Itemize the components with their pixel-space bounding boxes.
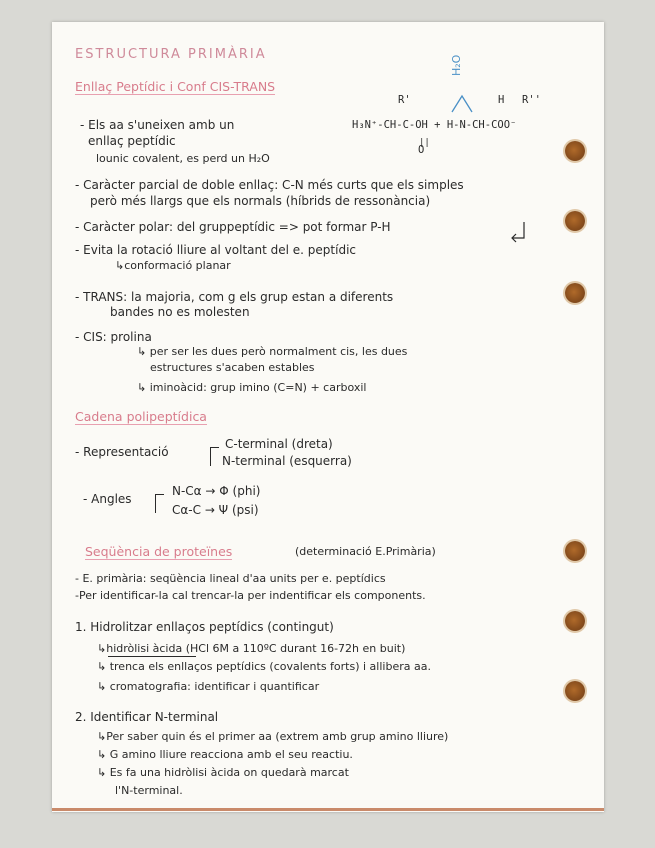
section-note: (determinació E.Primària) bbox=[295, 545, 436, 558]
note-line: - Els aa s'uneixen amb un bbox=[80, 118, 235, 132]
page-title: ESTRUCTURA PRIMÀRIA bbox=[75, 47, 267, 62]
representation-item: C-terminal (dreta) bbox=[225, 437, 333, 451]
angle-item: Cα-C → Ψ (psi) bbox=[172, 503, 259, 517]
binder-hole-icon bbox=[565, 611, 585, 631]
note-line: l'N-terminal. bbox=[115, 784, 183, 797]
chem-h: H bbox=[498, 94, 505, 106]
page-bottom-edge bbox=[52, 808, 604, 811]
angle-item: N-Cα → Φ (phi) bbox=[172, 484, 261, 498]
section-heading-protein-sequence: Seqüència de proteïnes bbox=[85, 544, 233, 559]
note-line: -Per identificar-la cal trencar-la per indentificar els components. bbox=[75, 589, 426, 602]
note-line: lounic covalent, es perd un H₂O bbox=[96, 152, 270, 165]
chem-water-arrow-icon bbox=[448, 92, 478, 116]
bracket-icon bbox=[155, 494, 164, 513]
binder-hole-icon bbox=[565, 283, 585, 303]
note-line: - E. primària: seqüència lineal d'aa units per e. peptídics bbox=[75, 572, 386, 585]
representation-label: - Representació bbox=[75, 445, 169, 459]
binder-hole-icon bbox=[565, 141, 585, 161]
note-line: enllaç peptídic bbox=[88, 134, 176, 148]
binder-hole-icon bbox=[565, 541, 585, 561]
step-heading: 1. Hidrolitzar enllaços peptídics (contingut) bbox=[75, 620, 334, 634]
angles-label: - Angles bbox=[83, 492, 132, 506]
chem-r-double: R'' bbox=[522, 94, 541, 106]
note-line: ↳conformació planar bbox=[115, 259, 231, 272]
note-line: - Caràcter parcial de doble enllaç: C-N més curts que els simples bbox=[75, 178, 464, 192]
note-line: però més llargs que els normals (híbrids de ressonància) bbox=[90, 194, 431, 208]
chem-r-prime: R' bbox=[398, 94, 411, 106]
chem-reaction: H₃N⁺-CH-C-OH + H-N-CH-COO⁻ bbox=[352, 119, 517, 131]
note-line: ↳hidròlisi àcida (HCl 6M a 110ºC durant 16-72h en buit) bbox=[97, 642, 406, 655]
note-line: ↳ cromatografia: identificar i quantificar bbox=[97, 680, 320, 693]
note-line: - Caràcter polar: del gruppeptídic => pot formar P-H bbox=[75, 220, 391, 234]
chem-h2o-label: H₂O bbox=[450, 54, 463, 76]
binder-hole-icon bbox=[565, 681, 585, 701]
chem-double-bond-icon: || bbox=[419, 138, 430, 148]
note-line: bandes no es molesten bbox=[110, 305, 250, 319]
note-line: estructures s'acaben estables bbox=[150, 361, 315, 374]
note-line: ↳ G amino lliure reacciona amb el seu reactiu. bbox=[97, 748, 353, 761]
note-line: ↳ Es fa una hidròlisi àcida on quedarà marcat bbox=[97, 766, 349, 779]
section-heading-peptide-bond: Enllaç Peptídic i Conf CIS-TRANS bbox=[75, 79, 276, 94]
representation-item: N-terminal (esquerra) bbox=[222, 454, 352, 468]
bracket-icon bbox=[210, 447, 219, 466]
note-line: ↳ trenca els enllaços peptídics (covalents forts) i allibera aa. bbox=[97, 660, 431, 673]
note-line: - TRANS: la majoria, com g els grup estan a diferents bbox=[75, 290, 394, 304]
underline-hidrolisi bbox=[108, 656, 196, 657]
note-line: - Evita la rotació lliure al voltant del e. peptídic bbox=[75, 243, 356, 257]
section-heading-polypeptide: Cadena polipeptídica bbox=[75, 409, 207, 424]
note-line: ↳Per saber quin és el primer aa (extrem amb grup amino lliure) bbox=[97, 730, 449, 743]
note-line: - CIS: prolina bbox=[75, 330, 152, 344]
binder-hole-icon bbox=[565, 211, 585, 231]
curved-arrow-icon bbox=[508, 220, 530, 246]
chem-oxygen: O bbox=[418, 144, 425, 156]
note-line: ↳ per ser les dues però normalment cis, les dues bbox=[137, 345, 408, 358]
note-line: ↳ iminoàcid: grup imino (C=N) + carboxil bbox=[137, 381, 367, 394]
step-heading: 2. Identificar N-terminal bbox=[75, 710, 219, 724]
